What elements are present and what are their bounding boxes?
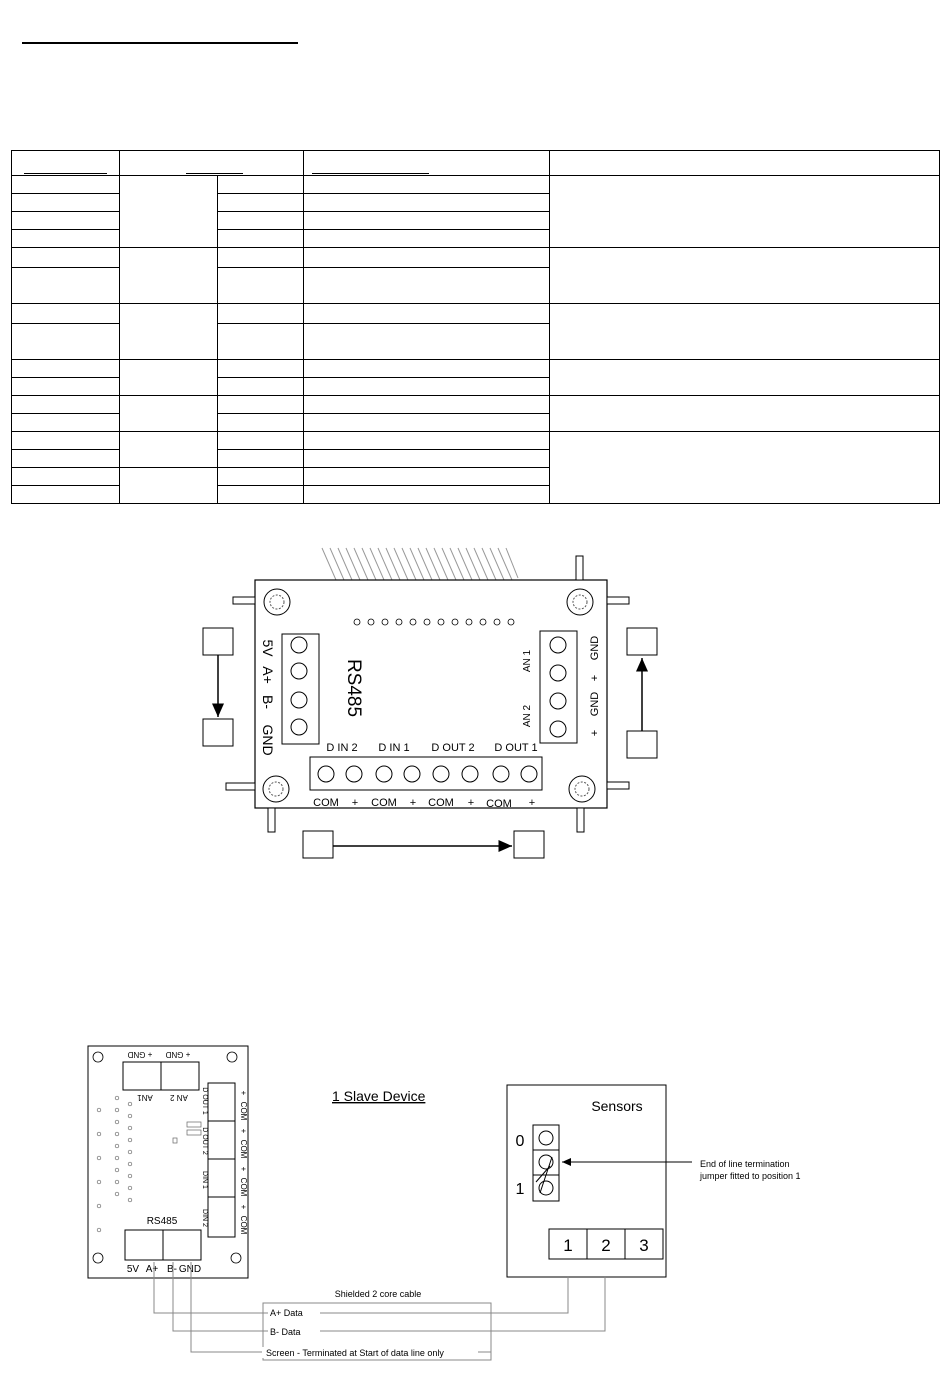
analogue-group-label: AN 2 bbox=[522, 704, 533, 728]
digital-terminal bbox=[462, 766, 478, 782]
slave-analogue-connector bbox=[161, 1062, 199, 1090]
rs485-pin-label: 5V bbox=[260, 639, 276, 657]
callout-box bbox=[514, 831, 544, 858]
digital-terminal-label: + bbox=[351, 797, 359, 809]
jumper-note: End of line termination bbox=[700, 1159, 790, 1169]
analogue-group-label: AN 1 bbox=[522, 649, 533, 673]
callout-box bbox=[203, 719, 233, 746]
slave-pin-label: + bbox=[239, 1204, 248, 1210]
slave-pin-label: + bbox=[239, 1166, 248, 1172]
digital-terminal-label: COM bbox=[313, 797, 339, 809]
digital-terminal-label: COM bbox=[371, 797, 397, 809]
sensor-terminal-label: 1 bbox=[563, 1236, 573, 1255]
ribbon-cable bbox=[322, 548, 518, 580]
slave-rs485-pin: A+ bbox=[145, 1264, 159, 1275]
slave-rs485-pin: B- bbox=[167, 1264, 177, 1275]
digital-terminal-label: + bbox=[409, 797, 417, 809]
digital-terminal bbox=[318, 766, 334, 782]
rs485-pin-label: B- bbox=[260, 695, 276, 709]
slave-top-sub-label: AN1 bbox=[137, 1093, 153, 1102]
rs485-terminal bbox=[291, 692, 307, 708]
sensor-terminal-label: 3 bbox=[639, 1236, 649, 1255]
digital-group-label: D IN 1 bbox=[378, 742, 410, 754]
callout-box bbox=[203, 628, 233, 655]
slave-pin-label: COM bbox=[239, 1177, 248, 1197]
callout-box bbox=[627, 731, 657, 758]
digital-terminal-label: + bbox=[467, 797, 475, 809]
digital-terminal-label: COM bbox=[428, 797, 454, 809]
jumper-pin bbox=[539, 1131, 553, 1145]
wiring-title: 1 Slave Device bbox=[332, 1088, 426, 1104]
analogue-terminal bbox=[550, 693, 566, 709]
slave-group-label: D OUT 2 bbox=[201, 1127, 208, 1155]
digital-terminal bbox=[376, 766, 392, 782]
digital-group-label: D OUT 1 bbox=[494, 742, 538, 754]
slave-pin-label: COM bbox=[239, 1101, 248, 1121]
digital-terminal bbox=[433, 766, 449, 782]
slave-pin-label: COM bbox=[239, 1215, 248, 1235]
slave-rs485-label: RS485 bbox=[146, 1216, 178, 1227]
sensor-terminal-label: 2 bbox=[601, 1236, 611, 1255]
callout-box bbox=[627, 628, 657, 655]
slave-top-sub-label: AN 2 bbox=[170, 1093, 188, 1102]
digital-terminal-label: COM bbox=[486, 798, 512, 810]
slave-digital-connector bbox=[208, 1159, 235, 1197]
slave-digital-connector bbox=[208, 1197, 235, 1237]
digital-group-label: D OUT 2 bbox=[431, 742, 475, 754]
analogue-pin-label: + bbox=[589, 674, 601, 682]
digital-terminal bbox=[493, 766, 509, 782]
jumper-pin bbox=[539, 1181, 553, 1195]
jumper-position-label: 0 bbox=[515, 1133, 525, 1150]
slave-group-label: D OUT 1 bbox=[201, 1087, 208, 1115]
rs485-title: RS485 bbox=[343, 658, 364, 718]
slave-rs485-pin: 5V bbox=[126, 1264, 140, 1275]
slave-pin-label: + bbox=[239, 1128, 248, 1134]
analogue-pin-label: + bbox=[589, 729, 601, 737]
jumper-note: jumper fitted to position 1 bbox=[700, 1171, 801, 1181]
digital-terminal-label: + bbox=[528, 797, 536, 809]
cable-line-label: A+ Data bbox=[270, 1308, 303, 1318]
slave-top-label: + GND bbox=[165, 1050, 191, 1059]
slave-rs485-connector bbox=[163, 1230, 201, 1260]
rs485-terminal bbox=[291, 719, 307, 735]
rs485-pin-label: A+ bbox=[260, 666, 276, 684]
slave-top-label: + GND bbox=[127, 1050, 153, 1059]
digital-group-label: D IN 2 bbox=[326, 742, 358, 754]
slave-group-label: DIN 1 bbox=[201, 1171, 208, 1189]
cable-label: Shielded 2 core cable bbox=[334, 1289, 422, 1299]
cable-line-label: B- Data bbox=[270, 1327, 301, 1337]
rs485-terminal bbox=[291, 637, 307, 653]
slave-pin-label: COM bbox=[239, 1139, 248, 1159]
analogue-pin-label: GND bbox=[589, 691, 601, 717]
cable-line-label: Screen - Terminated at Start of data line only bbox=[266, 1348, 444, 1358]
slave-digital-connector bbox=[208, 1121, 235, 1159]
callout-box bbox=[303, 831, 333, 858]
jumper-pin bbox=[539, 1155, 553, 1169]
rs485-terminal bbox=[291, 663, 307, 679]
slave-analogue-connector bbox=[123, 1062, 161, 1090]
slave-rs485-pin: GND bbox=[178, 1264, 202, 1275]
analogue-pin-label: GND bbox=[589, 635, 601, 661]
digital-terminal bbox=[404, 766, 420, 782]
digital-terminal bbox=[521, 766, 537, 782]
analogue-terminal bbox=[550, 665, 566, 681]
jumper-position-label: 1 bbox=[515, 1181, 525, 1198]
analogue-terminal bbox=[550, 637, 566, 653]
analogue-terminal bbox=[550, 721, 566, 737]
digital-terminal bbox=[346, 766, 362, 782]
slave-group-label: DIN 2 bbox=[201, 1209, 208, 1227]
sensors-label: Sensors bbox=[591, 1098, 643, 1114]
slave-rs485-connector bbox=[125, 1230, 163, 1260]
slave-pin-label: + bbox=[239, 1090, 248, 1096]
slave-digital-connector bbox=[208, 1083, 235, 1121]
rs485-pin-label: GND bbox=[260, 724, 276, 756]
